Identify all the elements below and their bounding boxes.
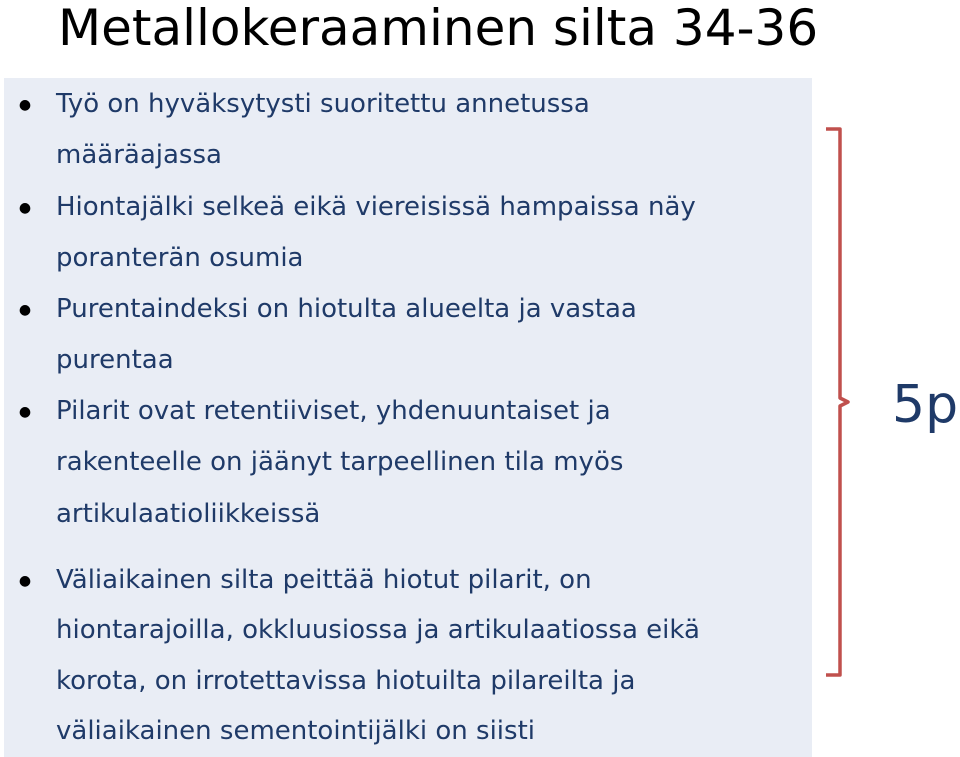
bullet-marker: ● [18, 573, 32, 589]
bullet-2-line-1: Hiontajälki selkeä eikä viereisissä hampaissa näy [56, 192, 696, 222]
bullet-1-line-1: Työ on hyväksytysti suoritettu annetussa [56, 89, 590, 119]
bullet-5-line-2: hiontarajoilla, okkluusiossa ja artikulaatiossa eikä [56, 615, 700, 645]
bullet-marker: ● [18, 404, 32, 420]
right-brace-icon [810, 126, 850, 678]
bullet-4-line-2: rakenteelle on jäänyt tarpeellinen tila myös [56, 447, 624, 477]
bullet-marker: ● [18, 302, 32, 318]
bullet-marker: ● [18, 97, 32, 113]
bullet-marker: ● [18, 200, 32, 216]
bullet-1-line-2: määräajassa [56, 140, 222, 170]
bullet-5-line-4: väliaikainen sementointijälki on siisti [56, 716, 535, 746]
bullet-4-line-3: artikulaatioliikkeissä [56, 499, 321, 529]
bullet-5-line-3: korota, on irrotettavissa hiotuilta pilareilta ja [56, 666, 636, 696]
bullet-2-line-2: poranterän osumia [56, 243, 304, 273]
bullet-3-line-1: Purentaindeksi on hiotulta alueelta ja vastaa [56, 294, 637, 324]
slide-title: Metallokeraaminen silta 34-36 [58, 0, 819, 57]
score-label: 5p [892, 375, 959, 435]
bullet-4-line-1: Pilarit ovat retentiiviset, yhdenuuntaiset ja [56, 396, 611, 426]
bullet-3-line-2: purentaa [56, 345, 174, 375]
bullet-5-line-1: Väliaikainen silta peittää hiotut pilarit, on [56, 565, 592, 595]
